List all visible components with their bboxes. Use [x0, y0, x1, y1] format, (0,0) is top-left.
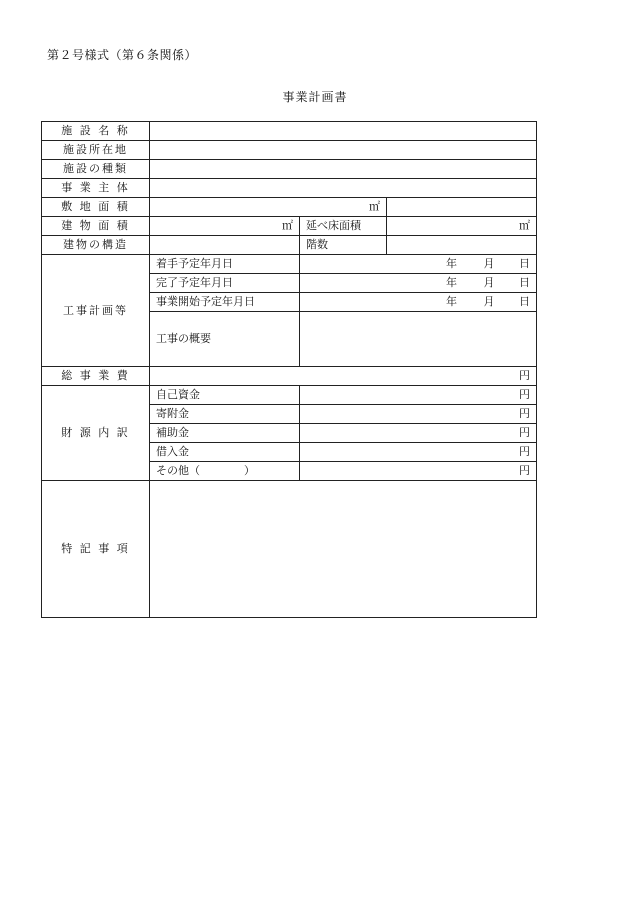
label-total-cost: 総 事 業 費 — [42, 367, 150, 386]
row-own-funds — [42, 386, 537, 405]
label-facility-type: 施設の種類 — [42, 160, 150, 179]
label-funding-breakdown: 財 源 内 訳 — [42, 386, 150, 481]
field-total-floor-area[interactable] — [387, 217, 537, 236]
field-completion-date[interactable] — [300, 274, 537, 293]
label-floors: 階数 — [300, 236, 387, 255]
field-facility-type[interactable] — [150, 160, 537, 179]
label-construction-plan: 工事計画等 — [42, 255, 150, 367]
field-special-notes[interactable] — [150, 481, 537, 618]
label-other: その他（ ） — [150, 462, 300, 481]
label-operator: 事 業 主 体 — [42, 179, 150, 198]
business-plan-table — [41, 121, 537, 618]
row-building-structure — [42, 236, 537, 255]
field-building-structure[interactable] — [150, 236, 300, 255]
unit-sqm: ㎡ — [369, 200, 380, 213]
label-facility-location: 施設所在地 — [42, 141, 150, 160]
unit-year: 年 — [446, 257, 458, 270]
label-start-date: 着手予定年月日 — [150, 255, 300, 274]
label-completion-date: 完了予定年月日 — [150, 274, 300, 293]
field-other[interactable] — [300, 462, 537, 481]
label-total-floor-area: 延べ床面積 — [300, 217, 387, 236]
label-building-structure: 建物の構造 — [42, 236, 150, 255]
row-total-cost — [42, 367, 537, 386]
unit-yen: 円 — [519, 464, 531, 477]
label-own-funds: 自己資金 — [150, 386, 300, 405]
unit-yen: 円 — [519, 388, 531, 401]
field-business-start-date[interactable] — [300, 293, 537, 312]
unit-month: 月 — [483, 257, 495, 270]
document-title: 事業計画書 — [282, 90, 348, 104]
label-special-notes: 特 記 事 項 — [42, 481, 150, 618]
row-special-notes — [42, 481, 537, 618]
unit-yen: 円 — [519, 407, 531, 420]
unit-day: 日 — [519, 295, 531, 308]
unit-sqm: ㎡ — [282, 219, 293, 232]
site-area-blank — [387, 198, 537, 217]
field-floors[interactable] — [387, 236, 537, 255]
field-own-funds[interactable] — [300, 386, 537, 405]
unit-yen: 円 — [519, 369, 531, 382]
row-facility-name — [42, 122, 537, 141]
form-number: 第２号様式（第６条関係） — [47, 48, 198, 62]
row-facility-type — [42, 160, 537, 179]
field-total-cost[interactable] — [150, 367, 537, 386]
row-operator — [42, 179, 537, 198]
field-operator[interactable] — [150, 179, 537, 198]
row-building-area — [42, 217, 537, 236]
unit-year: 年 — [446, 276, 458, 289]
label-donations: 寄附金 — [150, 405, 300, 424]
field-facility-location[interactable] — [150, 141, 537, 160]
unit-day: 日 — [519, 257, 531, 270]
label-building-area: 建 物 面 積 — [42, 217, 150, 236]
field-building-area[interactable] — [150, 217, 300, 236]
unit-month: 月 — [483, 295, 495, 308]
unit-day: 日 — [519, 276, 531, 289]
unit-yen: 円 — [519, 426, 531, 439]
unit-yen: 円 — [519, 445, 531, 458]
label-business-start-date: 事業開始予定年月日 — [150, 293, 300, 312]
label-site-area: 敷 地 面 積 — [42, 198, 150, 217]
row-facility-location — [42, 141, 537, 160]
field-start-date[interactable] — [300, 255, 537, 274]
label-subsidies: 補助金 — [150, 424, 300, 443]
unit-month: 月 — [483, 276, 495, 289]
field-facility-name[interactable] — [150, 122, 537, 141]
label-facility-name: 施 設 名 称 — [42, 122, 150, 141]
field-site-area[interactable] — [150, 198, 387, 217]
unit-sqm: ㎡ — [519, 219, 531, 232]
field-loans[interactable] — [300, 443, 537, 462]
field-donations[interactable] — [300, 405, 537, 424]
row-start-date — [42, 255, 537, 274]
label-construction-summary: 工事の概要 — [150, 312, 300, 367]
field-construction-summary[interactable] — [300, 312, 537, 367]
row-site-area — [42, 198, 537, 217]
field-subsidies[interactable] — [300, 424, 537, 443]
label-loans: 借入金 — [150, 443, 300, 462]
unit-year: 年 — [446, 295, 458, 308]
